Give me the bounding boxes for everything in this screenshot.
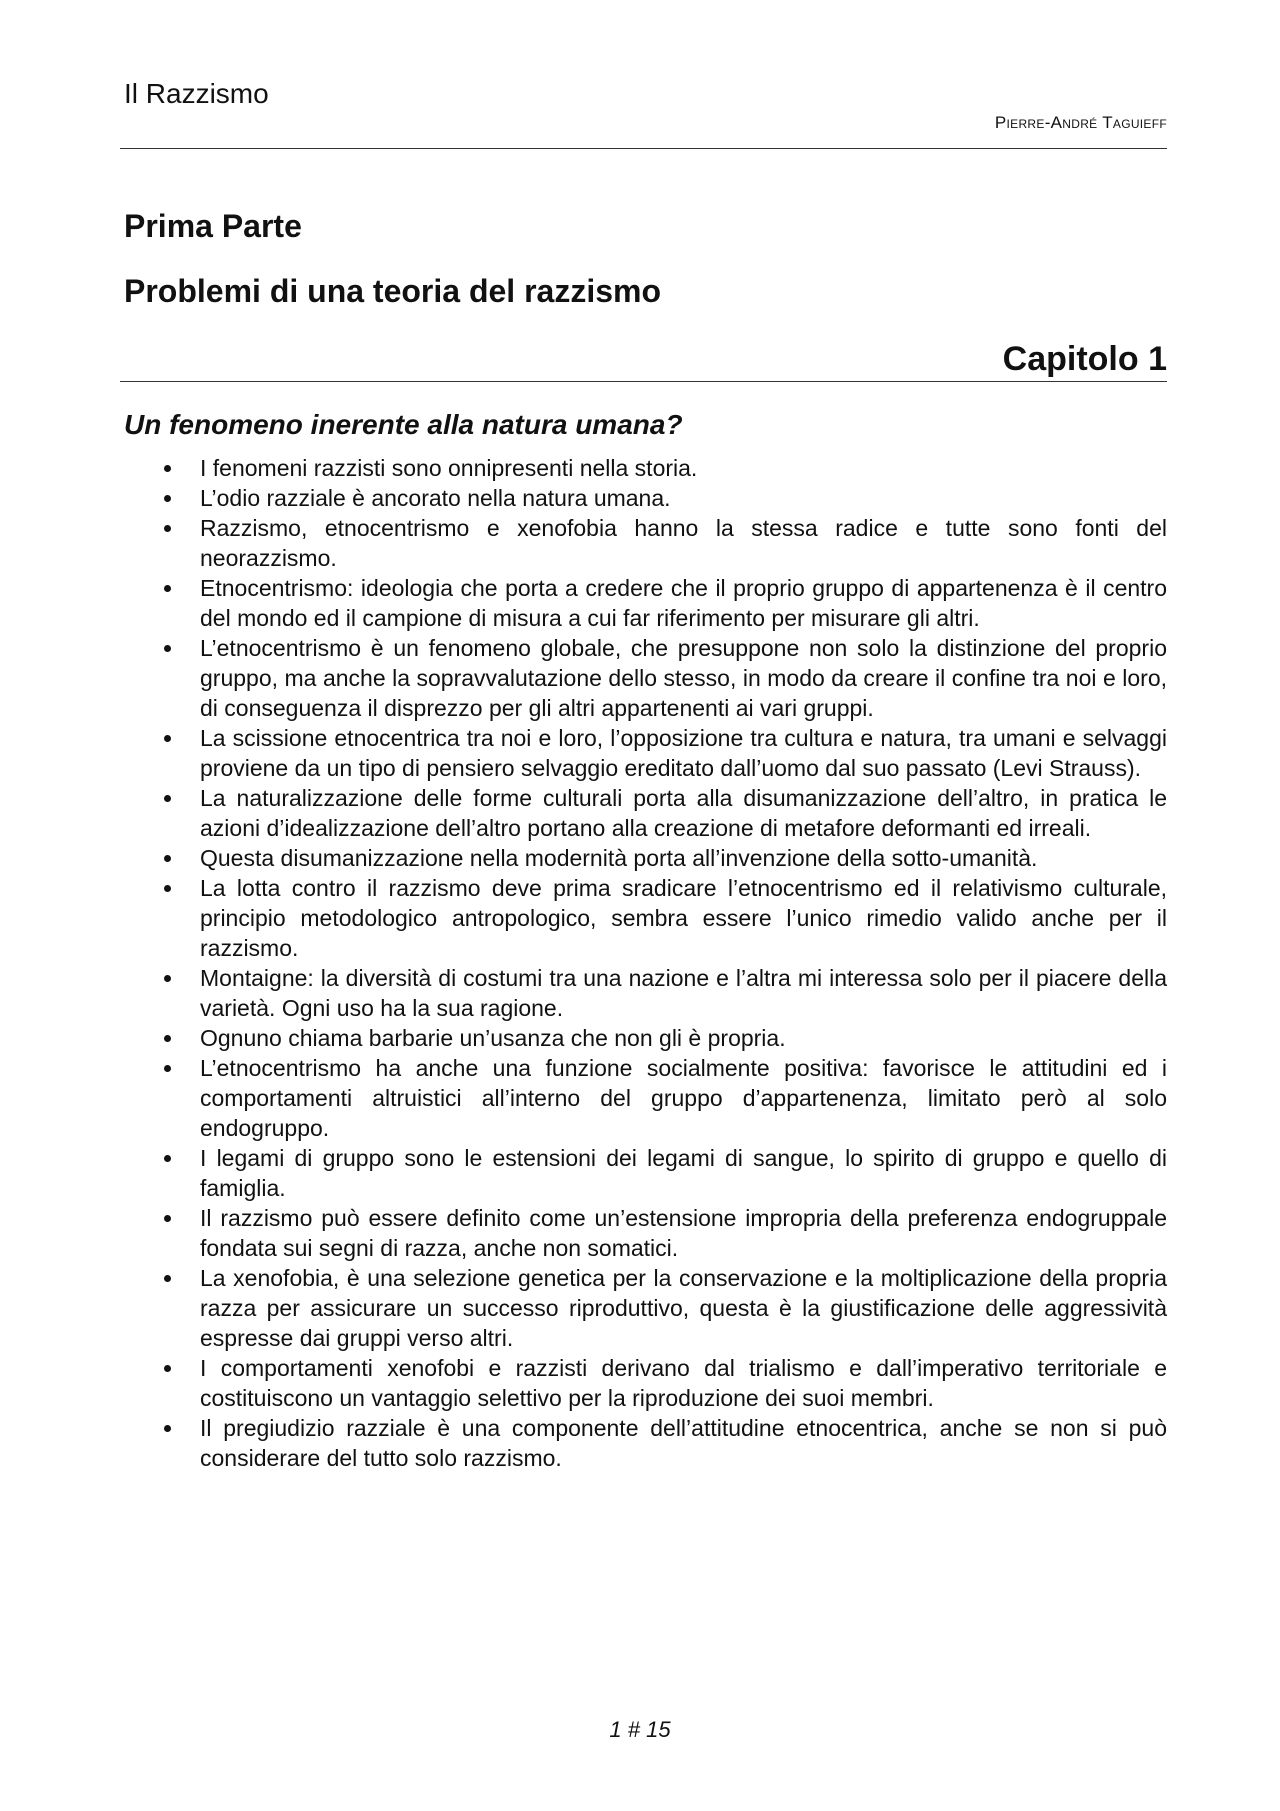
bullet-icon	[164, 885, 171, 892]
bullet-icon	[164, 1215, 171, 1222]
list-item	[200, 513, 1167, 573]
list-item	[200, 783, 1167, 843]
list-item	[200, 453, 1167, 483]
list-item-text: I comportamenti xenofobi e razzisti derivano dal trialismo e dall’imperativo territoriale e costituiscono un vantaggio selettivo per la riproduzione dei suoi membri.	[200, 1355, 1167, 1411]
bullet-icon	[164, 795, 171, 802]
list-item-text: Montaigne: la diversità di costumi tra una nazione e l’altra mi interessa solo per il piacere della varietà. Ogni uso ha la sua ragione.	[200, 965, 1167, 1021]
list-item-text: Il pregiudizio razziale è una componente dell’attitudine etnocentrica, anche se non si può considerare del tutto solo razzismo.	[200, 1415, 1167, 1471]
list-item	[200, 1413, 1167, 1473]
list-item	[200, 483, 1167, 513]
list-item-text: Il razzismo può essere definito come un’estensione impropria della preferenza endogruppale fondata sui segni di razza, anche non somatici.	[200, 1205, 1167, 1261]
list-item-text: Ognuno chiama barbarie un’usanza che non gli è propria.	[200, 1025, 786, 1051]
running-header-author: Pierre-André Taguieff	[994, 113, 1167, 132]
bullet-icon	[164, 1065, 171, 1072]
list-item	[200, 1263, 1167, 1353]
bullet-icon	[164, 975, 171, 982]
list-item	[200, 573, 1167, 633]
list-item-text: La lotta contro il razzismo deve prima sradicare l’etnocentrismo ed il relativismo culturale, principio metodologico antropologico, sembra essere l’unico rimedio valido anche per il razzismo.	[200, 875, 1167, 961]
list-item	[200, 963, 1167, 1023]
list-item-text: La xenofobia, è una selezione genetica per la conservazione e la moltiplicazione della propria razza per assicurare un successo riproduttivo, questa è la giustificazione delle aggressività espresse dai gruppi verso altri.	[200, 1265, 1167, 1351]
bullet-icon	[164, 1365, 171, 1372]
bullet-list	[200, 453, 1167, 1473]
chapter-divider	[120, 381, 1167, 382]
bullet-icon	[164, 645, 171, 652]
list-item	[200, 723, 1167, 783]
list-item-text: L’etnocentrismo è un fenomeno globale, che presuppone non solo la distinzione del proprio gruppo, ma anche la sopravvalutazione dello stesso, in modo da creare il confine tra noi e loro, di conseguenza il disprezzo per gli altri appartenenti ai vari gruppi.	[200, 635, 1167, 721]
bullet-icon	[164, 1275, 171, 1282]
bullet-icon	[164, 585, 171, 592]
list-item	[200, 1143, 1167, 1203]
list-item-text: I fenomeni razzisti sono onnipresenti nella storia.	[200, 455, 698, 481]
bullet-icon	[164, 735, 171, 742]
list-item	[200, 1023, 1167, 1053]
list-item	[200, 1053, 1167, 1143]
list-item	[200, 1203, 1167, 1263]
list-item	[200, 633, 1167, 723]
list-item-text: La naturalizzazione delle forme culturali porta alla disumanizzazione dell’altro, in pratica le azioni d’idealizzazione dell’altro portano alla creazione di metafore deformanti ed irreali.	[200, 785, 1167, 841]
list-item-text: L’etnocentrismo ha anche una funzione socialmente positiva: favorisce le attitudini ed i comportamenti altruistici all’interno del gruppo d’appartenenza, limitato però al solo endogruppo.	[200, 1055, 1167, 1141]
page-number: 1 # 15	[609, 1717, 671, 1742]
bullet-icon	[164, 495, 171, 502]
list-item	[200, 1353, 1167, 1413]
list-item-text: Questa disumanizzazione nella modernità porta all’invenzione della sotto-umanità.	[200, 845, 1038, 871]
bullet-icon	[164, 1035, 171, 1042]
list-item-text: La scissione etnocentrica tra noi e loro, l’opposizione tra cultura e natura, tra umani e selvaggi proviene da un tipo di pensiero selvaggio ereditato dall’uomo dal suo passato (Levi Strauss).	[200, 725, 1167, 781]
list-item	[200, 873, 1167, 963]
bullet-icon	[164, 465, 171, 472]
bullet-icon	[164, 1425, 171, 1432]
running-header-title: Il Razzismo	[124, 78, 269, 109]
list-item-text: Etnocentrismo: ideologia che porta a credere che il proprio gruppo di appartenenza è il centro del mondo ed il campione di misura a cui far riferimento per misurare gli altri.	[200, 575, 1167, 631]
part-subtitle: Problemi di una teoria del razzismo	[124, 273, 662, 309]
list-item-text: L’odio razziale è ancorato nella natura umana.	[200, 485, 671, 511]
list-item-text: Razzismo, etnocentrismo e xenofobia hanno la stessa radice e tutte sono fonti del neorazzismo.	[200, 515, 1167, 571]
bullet-icon	[164, 1155, 171, 1162]
bullet-icon	[164, 525, 171, 532]
chapter-title: Capitolo 1	[1002, 340, 1167, 378]
part-title: Prima Parte	[124, 208, 302, 244]
header-divider	[120, 148, 1167, 149]
section-title: Un fenomeno inerente alla natura umana?	[124, 409, 683, 440]
bullet-icon	[164, 855, 171, 862]
list-item	[200, 843, 1167, 873]
list-item-text: I legami di gruppo sono le estensioni dei legami di sangue, lo spirito di gruppo e quello di famiglia.	[200, 1145, 1167, 1201]
